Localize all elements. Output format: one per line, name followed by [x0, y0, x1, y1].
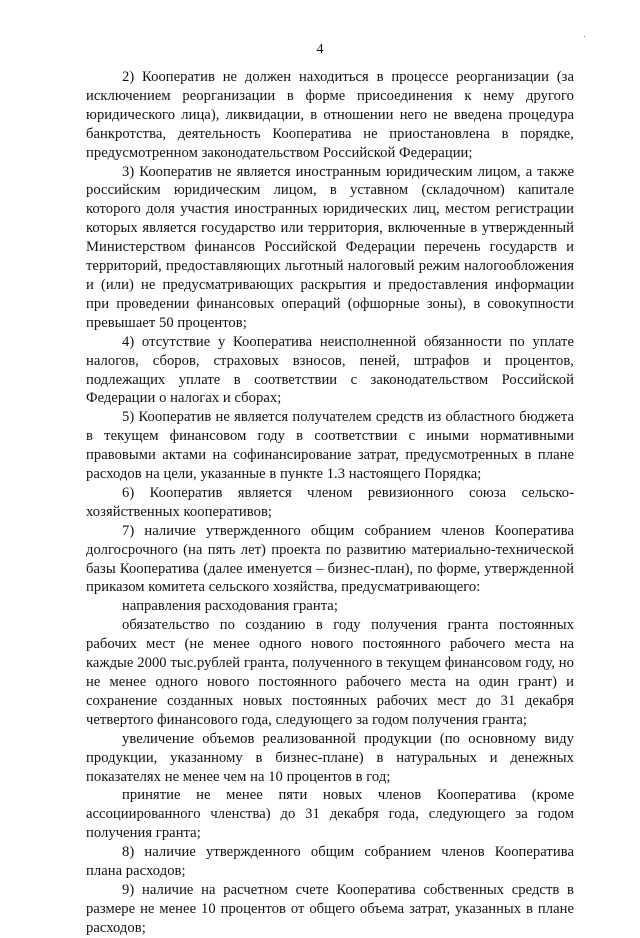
paragraph-requirement-4: 4) отсутствие у Кооператива неисполненной обязанности по уплате налогов, сборов, страховых взносов, пеней, штрафов и процентов, подлежащих уплате в соответствии с законодательством Российской Федерации о налогах и сборах; — [86, 333, 574, 407]
paragraph-requirement-6: 6) Кооператив является членом ревизионного союза сельско-хозяйственных кооперативов; — [86, 484, 574, 520]
document-body — [86, 68, 574, 938]
paragraph-jobs-obligation: обязательство по созданию в году получения гранта постоянных рабочих мест (не менее одного нового постоянного рабочего места на каждые 2000 тыс.рублей гранта, полученного в текущем финансовом году, но не менее одного нового постоянного рабочего места на один грант) и сохранение созданных новых постоянных рабочих мест до 31 декабря четвертого финансового года, следующего за годом получения гранта; — [86, 617, 574, 728]
paragraph-requirement-2: 2) Кооператив не должен находиться в процессе реорганизации (за исключением реорганизации в форме присоединения к нему другого юридического лица), ликвидации, в отношении него не введена процедура банкротства, деятельность Кооператива не приостановлена в порядке, предусмотренном законодательством Российской Федерации; — [86, 69, 574, 161]
paragraph-requirement-3: 3) Кооператив не является иностранным юридическим лицом, а также российским юридическим лицом, в уставном (складочном) капитале которого доля участия иностранных юридических лиц, местом регистрации которых является государство или территория, включенные в утвержденный Министерством финансов Российской Федерации перечень государств и территорий, предоставляющих льготный налоговый режим налогообложения и (или) не предусматривающих раскрытия и предоставления информации при проведении финансовых операций (офшорные зоны), в совокупности превышает 50 процентов; — [86, 163, 574, 331]
scan-mark — [584, 36, 585, 37]
paragraph-requirement-5: 5) Кооператив не является получателем средств из областного бюджета в текущем финансовом году в соответствии с иными нормативными правовыми актами на софинансирование затрат, предусмотренных в плане расходов на цели, указанные в пункте 1.3 настоящего Порядка; — [86, 409, 574, 483]
paragraph-grant-spending: направления расходования гранта; — [122, 598, 338, 615]
paragraph-sales-growth: увеличение объемов реализованной продукции (по основному виду продукции, указанному в бизнес-плане) в натуральных и денежных показателях не менее чем на 10 процентов в год; — [86, 730, 574, 785]
paragraph-requirement-9: 9) наличие на расчетном счете Кооператива собственных средств в размере не менее 10 процентов от общего объема затрат, указанных в плане расходов; — [86, 881, 574, 936]
page-number: 4 — [316, 42, 324, 57]
paragraph-requirement-8: 8) наличие утвержденного общим собранием членов Кооператива плана расходов; — [86, 844, 574, 880]
paragraph-new-members: принятие не менее пяти новых членов Кооператива (кроме ассоциированного членства) до 31 декабря года, следующего за годом получения гранта; — [86, 787, 574, 842]
paragraph-requirement-7: 7) наличие утвержденного общим собранием членов Кооператива долгосрочного (на пять лет) проекта по развитию материально-технической базы Кооператива (далее именуется – бизнес-план), по форме, утвержденной приказом комитета сельского хозяйства, предусматривающего: — [86, 522, 574, 596]
